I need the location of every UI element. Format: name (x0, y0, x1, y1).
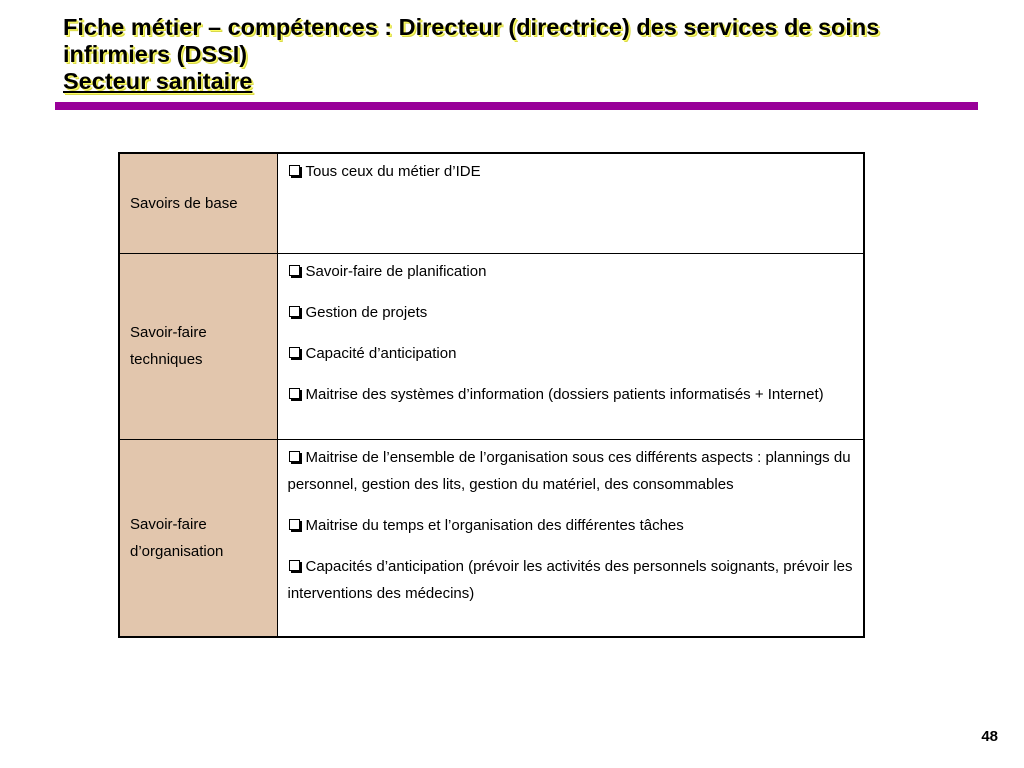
row-label (119, 253, 277, 439)
table-row (119, 439, 864, 637)
checkbox-bullet-icon (289, 451, 300, 462)
table-row (119, 253, 864, 439)
list-item-text: Savoir-faire de planification (305, 262, 487, 280)
title-subtitle: Secteur sanitaire (63, 68, 253, 94)
title-divider-rule (55, 102, 978, 110)
list-item (288, 553, 854, 607)
row-content (277, 253, 864, 439)
checkbox-bullet-icon (289, 388, 300, 399)
checkbox-bullet-icon (289, 560, 300, 571)
list-item (288, 258, 854, 285)
row-label-text: Savoirs de base (130, 194, 238, 212)
list-item-text: Maitrise de l’ensemble de l’organisation sous ces différents aspects : plannings du personnel, gestion des lits, gestion du matériel, des consommables (287, 448, 851, 493)
list-item (288, 299, 854, 326)
checkbox-bullet-icon (289, 306, 300, 317)
row-content (277, 153, 864, 253)
title-line-2: infirmiers (DSSI) (63, 41, 248, 67)
row-label-text: Savoir-faire (130, 515, 207, 533)
row-label-text: Savoir-faire (130, 324, 207, 341)
list-item (288, 158, 854, 185)
list-item-text: Capacités d’anticipation (prévoir les activités des personnels soignants, prévoir les interventions des médecins) (287, 557, 853, 602)
list-item-text: Tous ceux du métier d’IDE (305, 163, 481, 180)
row-label (119, 153, 277, 253)
checkbox-bullet-icon (289, 519, 300, 530)
list-item (288, 381, 854, 408)
list-item (288, 340, 854, 367)
list-item-text: Maitrise des systèmes d’information (dossiers patients informatisés + Internet) (305, 385, 824, 403)
row-label-text-2: d’organisation (130, 542, 224, 560)
page-number: 48 (981, 728, 998, 745)
list-item-text: Maitrise du temps et l’organisation des différentes tâches (305, 516, 684, 534)
row-content (277, 439, 864, 637)
checkbox-bullet-icon (289, 165, 300, 176)
row-label-text-2: techniques (130, 351, 203, 368)
competences-table (118, 152, 865, 638)
checkbox-bullet-icon (289, 265, 300, 276)
slide-title (63, 14, 1003, 95)
list-item-text: Gestion de projets (305, 303, 428, 321)
list-item (288, 444, 854, 498)
list-item-text: Capacité d’anticipation (305, 344, 457, 362)
table-row (119, 153, 864, 253)
title-line-1: Fiche métier – compétences : Directeur (directrice) des services de soins (63, 14, 880, 40)
row-label (119, 439, 277, 637)
checkbox-bullet-icon (289, 347, 300, 358)
list-item (288, 512, 854, 539)
